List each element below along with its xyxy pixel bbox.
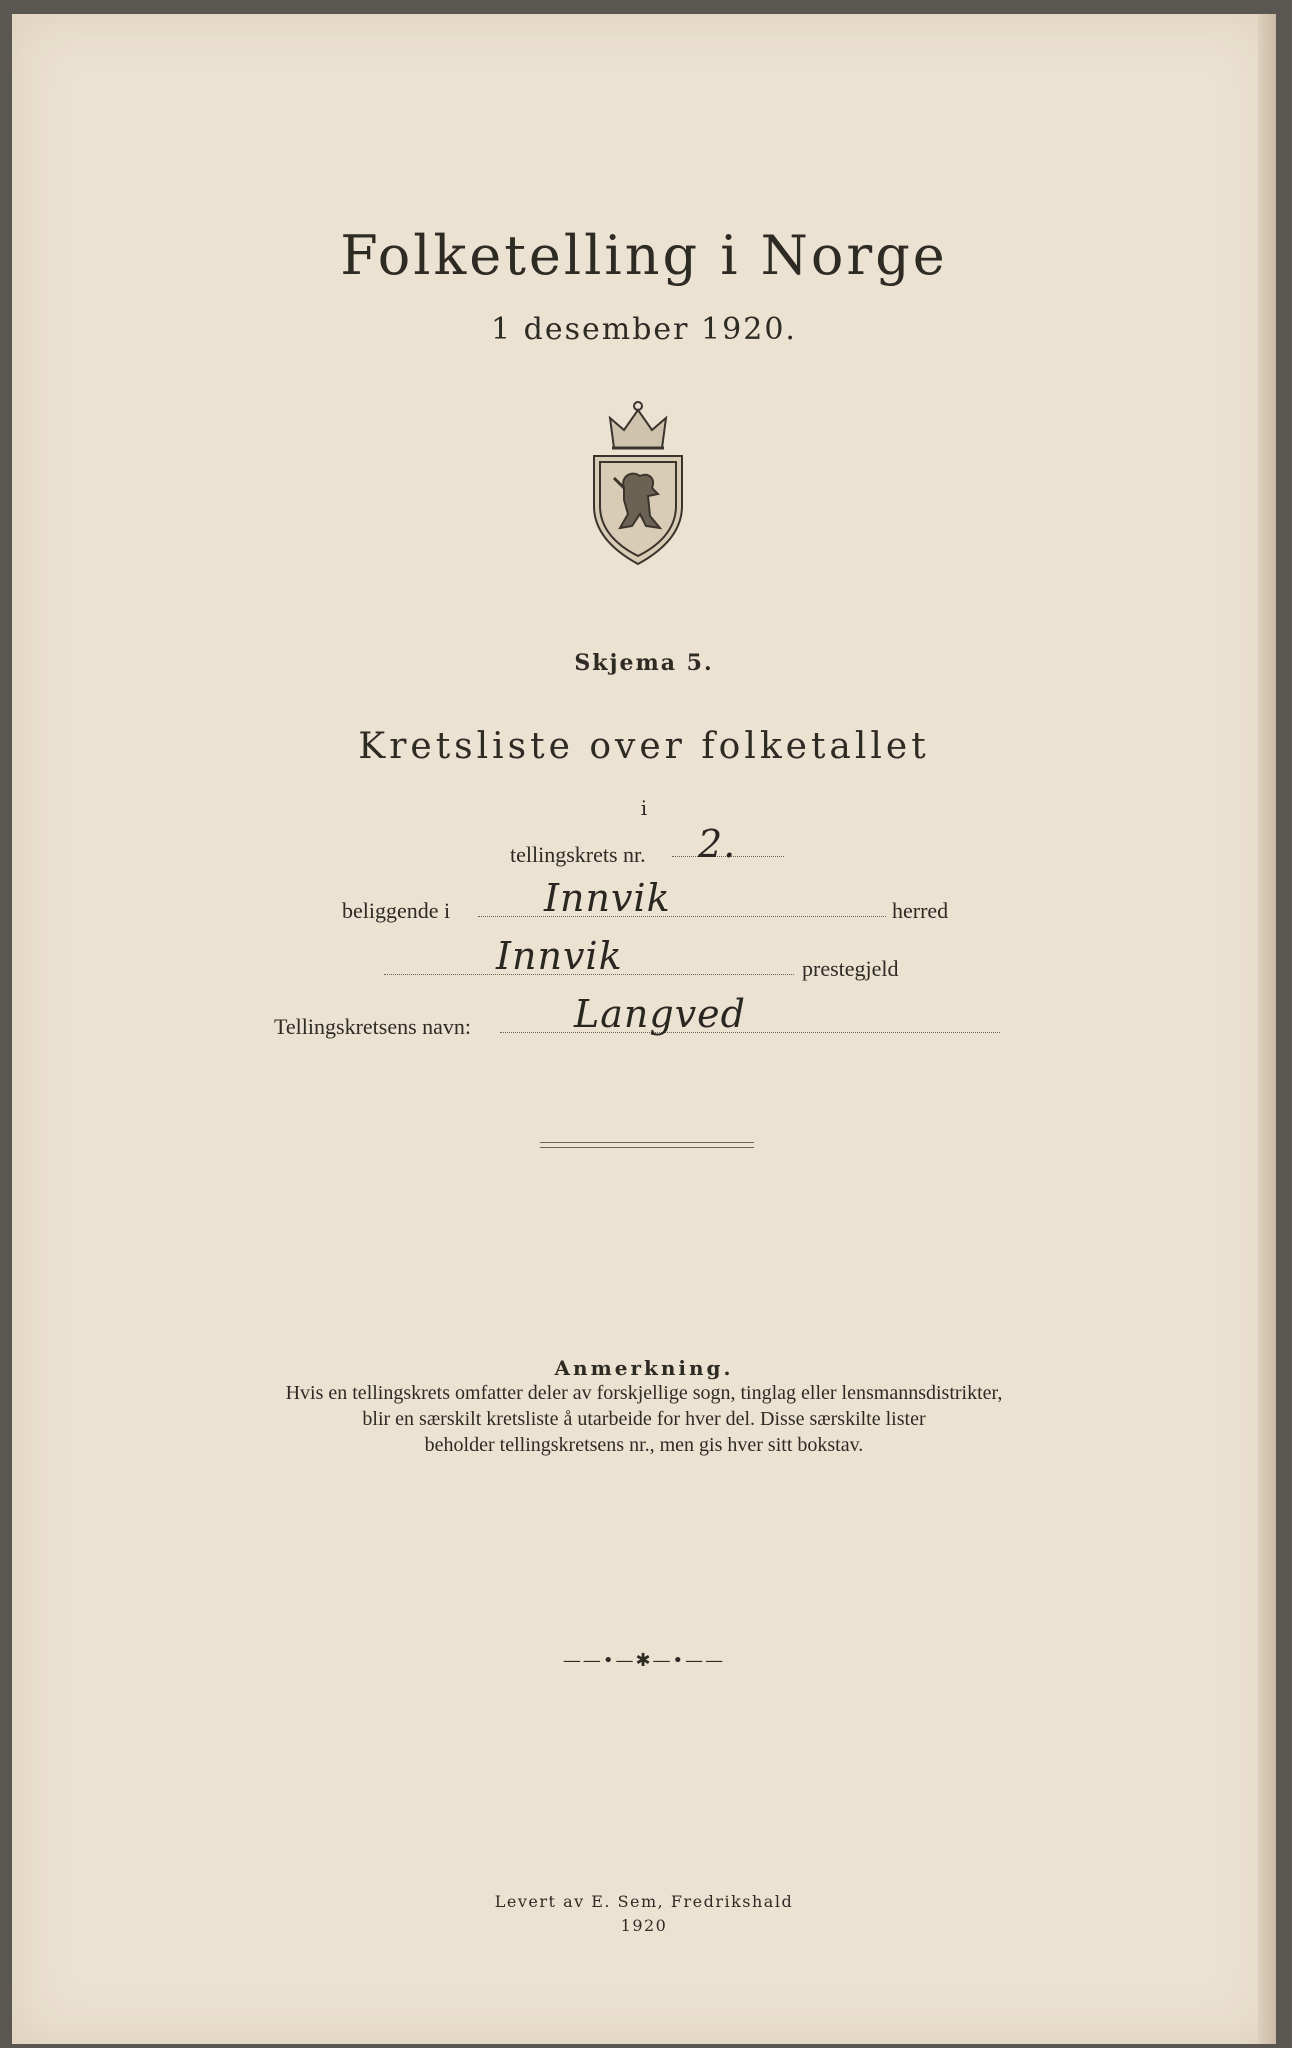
note-line-1: Hvis en tellingskrets omfatter deler av forskjellige sogn, tinglag eller lensmannsdistrikter, — [285, 1382, 1003, 1404]
census-form-page — [12, 14, 1276, 2044]
printer-line-2: 1920 — [620, 1916, 668, 1935]
printer-credit — [12, 1890, 1276, 1938]
document-title: Folketelling i Norge — [340, 224, 948, 287]
prestegjeld-label: prestegjeld — [802, 956, 899, 981]
document-date: 1 desember 1920. — [491, 312, 797, 347]
krets-value: 2. — [698, 822, 737, 866]
connector-word: i — [640, 796, 648, 820]
krets-label: tellingskrets nr. — [510, 842, 646, 867]
note-heading: Anmerkning. — [554, 1356, 734, 1380]
printer-line-1: Levert av E. Sem, Fredrikshald — [494, 1892, 794, 1911]
prestegjeld-value: Innvik — [496, 934, 623, 978]
schema-number: Skjema 5. — [574, 650, 714, 676]
herred-label: herred — [892, 898, 949, 923]
ornament: ——•—✱—•—— — [562, 1650, 726, 1671]
navn-label: Tellingskretsens navn: — [274, 1014, 472, 1039]
note-line-3: beholder tellingskretsens nr., men gis hver sitt bokstav. — [424, 1434, 864, 1456]
navn-value: Langved — [574, 992, 746, 1036]
beliggende-value: Innvik — [544, 876, 671, 920]
form-heading: Kretsliste over folketallet — [358, 726, 930, 767]
beliggende-label: beliggende i — [342, 898, 451, 923]
norwegian-coat-of-arms-icon — [584, 396, 692, 568]
note-line-2: blir en særskilt kretsliste å utarbeide for hver del. Disse særskilte lister — [362, 1408, 926, 1430]
beliggende-line — [478, 916, 886, 917]
divider-rule — [540, 1142, 754, 1148]
